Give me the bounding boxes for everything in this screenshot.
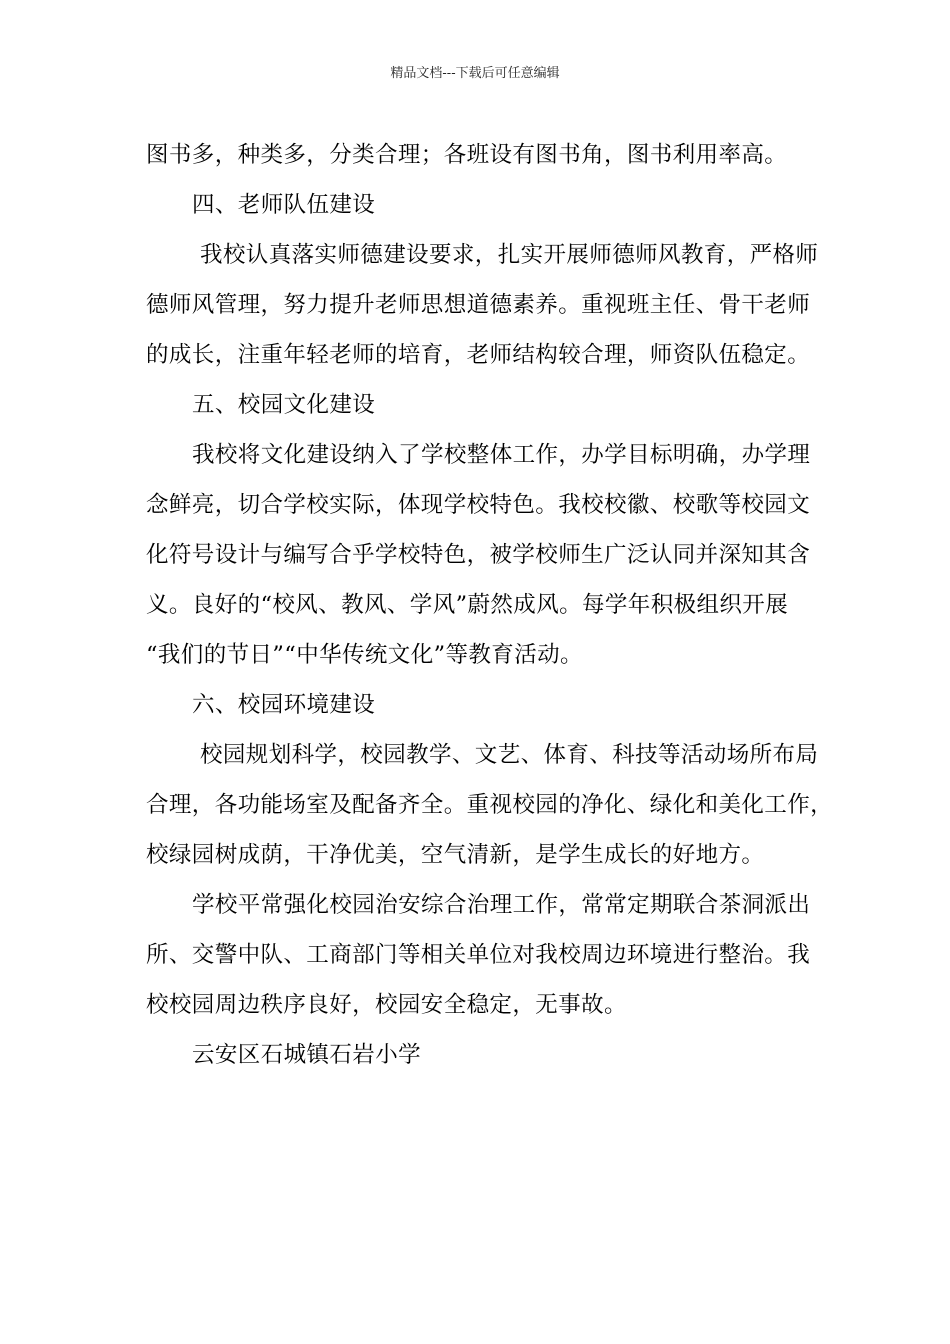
paragraph-line: 化符号设计与编写合乎学校特色，被学校师生广泛认同并深知其含 [146, 542, 811, 568]
section-heading-environment: 六、校园环境建设 [192, 692, 376, 718]
paragraph-line: 我校认真落实师德建设要求，扎实开展师德师风教育，严格师 [200, 242, 819, 268]
paragraph-line: 的成长，注重年轻老师的培育，老师结构较合理，师资队伍稳定。 [146, 342, 811, 368]
paragraph-line: 合理，各功能场室及配备齐全。重视校园的净化、绿化和美化工作， [146, 792, 834, 818]
paragraph-line: 学校平常强化校园治安综合治理工作，常常定期联合茶洞派出 [192, 892, 811, 918]
paragraph-line: 所、交警中队、工商部门等相关单位对我校周边环境进行整治。我 [146, 942, 811, 968]
paragraph-line: 校园规划科学，校园教学、文艺、体育、科技等活动场所布局 [200, 742, 819, 768]
paragraph-line: 义。良好的“校风、教风、学风”蔚然成风。每学年积极组织开展 [146, 592, 789, 618]
signature-school-name: 云安区石城镇石岩小学 [192, 1042, 422, 1068]
section-heading-culture: 五、校园文化建设 [192, 392, 376, 418]
paragraph-line: 校绿园树成荫，干净优美，空气清新，是学生成长的好地方。 [146, 842, 765, 868]
paragraph-line: 念鲜亮，切合学校实际，体现学校特色。我校校徽、校歌等校园文 [146, 492, 811, 518]
paragraph-line: “我们的节日”“中华传统文化”等教育活动。 [146, 642, 583, 668]
page-header-watermark: 精品文档---下载后可任意编辑 [390, 66, 560, 81]
document-body [146, 130, 834, 1080]
section-heading-teachers: 四、老师队伍建设 [192, 192, 376, 218]
paragraph-line: 德师风管理，努力提升老师思想道德素养。重视班主任、骨干老师 [146, 292, 811, 318]
paragraph-line: 图书多，种类多，分类合理；各班设有图书角，图书利用率高。 [146, 142, 788, 168]
paragraph-line: 我校将文化建设纳入了学校整体工作，办学目标明确，办学理 [192, 442, 811, 468]
paragraph-line: 校校园周边秩序良好，校园安全稳定，无事故。 [146, 992, 627, 1018]
